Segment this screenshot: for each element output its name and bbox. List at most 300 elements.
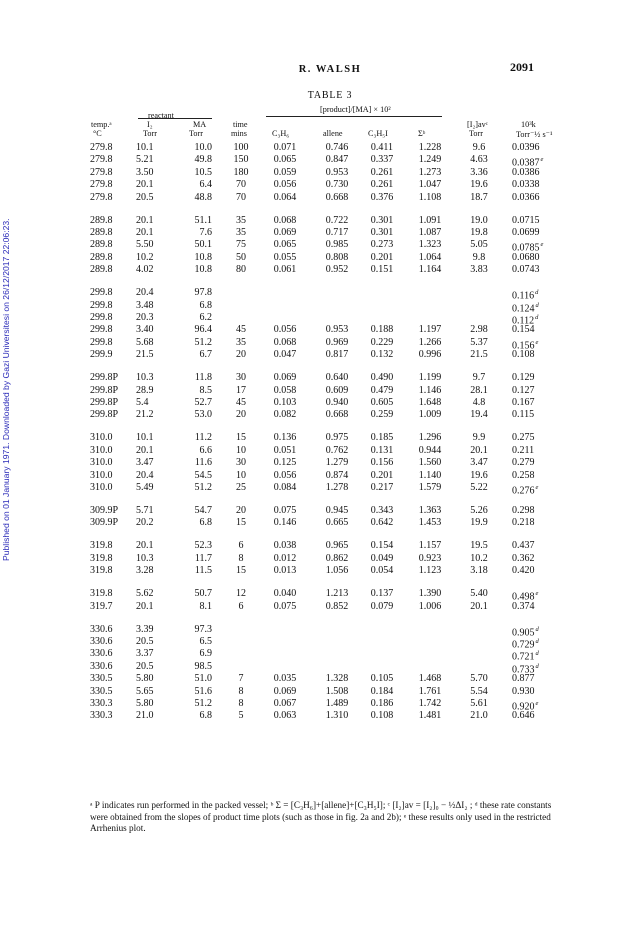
cell-c3h5i: 0.479 <box>370 384 394 396</box>
cell-k: 0.374 <box>512 600 535 612</box>
cell-c3h6: 0.064 <box>273 191 297 203</box>
cell-i2: 20.1 <box>136 600 154 612</box>
cell-i2av: 20.1 <box>470 444 488 456</box>
cell-allene: 0.817 <box>325 349 349 361</box>
cell-ma: 54.5 <box>194 469 212 481</box>
cell-c3h5i: 0.079 <box>370 600 394 612</box>
cell-sigma: 0.996 <box>418 349 442 361</box>
cell-i2: 20.5 <box>136 636 154 647</box>
col-k-unit: Torr⁻½ s⁻¹ <box>516 130 553 139</box>
cell-k: 0.218 <box>512 517 535 529</box>
footnote-mark: d <box>535 662 539 670</box>
cell-temp: 309.9P <box>90 505 119 516</box>
cell-time: 20 <box>236 505 246 516</box>
cell-temp: 330.5 <box>90 685 113 697</box>
cell-i2av: 28.1 <box>470 384 488 396</box>
cell-time: 25 <box>236 482 246 493</box>
cell-ma: 54.7 <box>194 505 212 516</box>
cell-i2: 20.1 <box>136 540 154 552</box>
cell-i2av: 3.83 <box>470 264 488 276</box>
cell-time: 20 <box>236 349 246 361</box>
cell-temp: 330.6 <box>90 660 113 672</box>
cell-c3h5i: 0.261 <box>370 166 394 178</box>
footnote-mark: e <box>535 338 539 346</box>
cell-ma: 6.4 <box>199 179 212 191</box>
cell-sigma: 1.742 <box>418 698 442 709</box>
cell-c3h6: 0.075 <box>273 600 297 612</box>
cell-c3h6: 0.059 <box>273 166 297 178</box>
cell-c3h6: 0.040 <box>273 588 297 600</box>
cell-i2av: 19.6 <box>470 469 488 481</box>
cell-i2: 3.40 <box>136 324 154 336</box>
cell-temp: 279.8 <box>90 191 113 203</box>
col-i2av-unit: Torr <box>469 129 483 138</box>
cell-ma: 11.7 <box>194 552 212 564</box>
cell-allene: 0.730 <box>325 179 349 191</box>
cell-time: 100 <box>233 142 249 153</box>
cell-allene: 0.952 <box>325 264 349 276</box>
cell-temp: 279.8 <box>90 154 113 166</box>
cell-i2: 3.48 <box>136 299 154 311</box>
cell-sigma: 1.164 <box>418 264 442 276</box>
cell-temp: 310.0 <box>90 432 113 444</box>
cell-temp: 289.8 <box>90 214 113 226</box>
cell-allene: 1.278 <box>325 482 349 493</box>
cell-c3h5i: 0.108 <box>370 710 394 722</box>
cell-ma: 7.6 <box>199 227 212 238</box>
cell-k: 0.156e <box>512 338 539 352</box>
cell-k: 0.905$^d$ <box>512 625 539 638</box>
cell-ma: 51.1 <box>194 214 212 226</box>
cell-temp: 330.6 <box>90 623 113 635</box>
download-notice: Published on 01 January 1971. Downloaded by Gazi Universitesi on 26/12/2017 22:06:23. <box>1 218 11 562</box>
cell-i2: 3.50 <box>136 166 154 178</box>
cell-k: 0.0743 <box>512 264 540 276</box>
cell-time: 15 <box>236 565 246 577</box>
cell-i2av: 9.9 <box>472 432 486 444</box>
cell-c3h5i: 0.105 <box>370 673 394 685</box>
cell-i2: 20.2 <box>136 517 154 529</box>
cell-c3h5i: 0.642 <box>370 517 394 529</box>
cell-c3h6: 0.061 <box>273 264 297 276</box>
cell-time: 20 <box>236 409 246 421</box>
cell-i2: 5.62 <box>136 588 154 600</box>
cell-time: 15 <box>236 517 246 529</box>
cell-sigma: 1.197 <box>418 324 442 336</box>
col-i2-name: I₂ <box>147 120 153 129</box>
cell-sigma: 1.481 <box>418 710 442 722</box>
cell-allene: 0.953 <box>325 324 349 336</box>
cell-i2: 5.4 <box>136 397 149 408</box>
cell-c3h6: 0.103 <box>273 397 297 408</box>
cell-ma: 6.9 <box>199 648 212 660</box>
cell-allene: 0.668 <box>325 409 349 421</box>
footnote-mark: e <box>535 484 539 491</box>
cell-k: 0.108 <box>512 349 535 361</box>
cell-ma: 10.5 <box>194 166 212 178</box>
cell-temp: 299.8P <box>90 372 119 384</box>
cell-sigma: 1.560 <box>418 457 442 469</box>
cell-k: 0.258 <box>512 469 535 481</box>
cell-c3h6: 0.065 <box>273 154 297 166</box>
cell-time: 7 <box>238 673 244 685</box>
col-c3h5i-name: C₃H₅I <box>368 129 388 138</box>
cell-i2av: 3.36 <box>470 166 488 178</box>
cell-ma: 51.0 <box>194 673 212 685</box>
cell-ma: 11.5 <box>194 565 212 577</box>
cell-c3h5i: 0.259 <box>370 409 394 421</box>
cell-i2av: 5.70 <box>470 673 488 685</box>
cell-allene: 0.847 <box>325 154 349 166</box>
cell-time: 180 <box>233 166 249 178</box>
cell-i2: 21.5 <box>136 349 154 361</box>
col-c3h6-name: C₃H₆ <box>272 129 290 138</box>
cell-sigma: 1.296 <box>418 432 442 444</box>
cell-c3h6: 0.012 <box>273 552 297 564</box>
cell-c3h6: 0.068 <box>273 214 297 226</box>
col-sigma-name: Σᵇ <box>418 129 426 138</box>
cell-time: 6 <box>238 540 244 552</box>
cell-c3h5i: 0.054 <box>370 565 394 577</box>
cell-k: 0.298 <box>512 505 535 516</box>
cell-i2: 5.68 <box>136 336 154 348</box>
cell-c3h6: 0.084 <box>273 482 297 493</box>
cell-temp: 289.8 <box>90 239 113 251</box>
cell-temp: 289.8 <box>90 227 113 238</box>
cell-c3h5i: 0.229 <box>370 336 394 348</box>
cell-c3h5i: 0.185 <box>370 432 394 444</box>
cell-allene: 0.762 <box>325 444 349 456</box>
cell-allene: 0.668 <box>325 191 349 203</box>
cell-ma: 6.8 <box>199 517 212 529</box>
cell-c3h5i: 0.217 <box>370 482 394 493</box>
cell-ma: 51.2 <box>194 698 212 709</box>
cell-ma: 51.2 <box>194 336 212 348</box>
cell-c3h6: 0.069 <box>273 372 297 384</box>
cell-c3h6: 0.136 <box>273 432 297 444</box>
cell-temp: 309.9P <box>90 517 119 529</box>
cell-k: 0.129 <box>512 372 535 384</box>
cell-allene: 0.985 <box>325 239 349 251</box>
cell-allene: 0.862 <box>325 552 349 564</box>
cell-sigma: 1.009 <box>418 409 442 421</box>
cell-ma: 48.8 <box>194 191 212 203</box>
cell-ma: 6.5 <box>199 636 212 647</box>
cell-allene: 1.279 <box>325 457 349 469</box>
cell-i2av: 3.18 <box>470 565 488 577</box>
cell-i2: 3.47 <box>136 457 154 469</box>
cell-k: 0.276e <box>512 484 539 497</box>
cell-allene: 0.852 <box>325 600 349 612</box>
cell-ma: 8.5 <box>199 384 212 396</box>
cell-i2: 20.5 <box>136 660 154 672</box>
cell-i2av: 21.5 <box>470 349 488 361</box>
cell-k: 0.116$^d$ <box>512 289 539 302</box>
cell-k: 0.167 <box>512 397 535 408</box>
cell-k: 0.127 <box>512 384 535 396</box>
cell-time: 35 <box>236 214 246 226</box>
cell-i2: 20.3 <box>136 312 154 323</box>
cell-allene: 1.213 <box>325 588 349 600</box>
cell-temp: 330.5 <box>90 673 113 685</box>
cell-c3h6: 0.067 <box>273 698 297 709</box>
cell-ma: 51.2 <box>194 482 212 493</box>
cell-k: 0.0715 <box>512 214 540 226</box>
cell-k: 0.154 <box>512 324 535 336</box>
cell-c3h5i: 0.301 <box>370 227 394 238</box>
cell-allene: 0.940 <box>325 397 349 408</box>
cell-temp: 279.8 <box>90 166 113 178</box>
cell-i2: 21.0 <box>136 710 154 722</box>
cell-k: 0.0396 <box>512 142 540 153</box>
cell-k: 0.0387e <box>512 156 544 169</box>
cell-sigma: 1.761 <box>418 685 442 697</box>
cell-time: 10 <box>236 469 246 481</box>
cell-i2: 21.2 <box>136 409 154 421</box>
col-k-name: 10³k <box>521 120 536 129</box>
cell-ma: 11.2 <box>194 432 212 444</box>
cell-temp: 330.6 <box>90 648 113 660</box>
cell-k: 0.721$^d$ <box>512 650 539 663</box>
cell-temp: 299.8 <box>90 287 113 299</box>
cell-ma: 53.0 <box>194 409 212 421</box>
cell-temp: 319.8 <box>90 588 113 600</box>
cell-i2: 4.02 <box>136 264 154 276</box>
cell-c3h5i: 0.137 <box>370 588 394 600</box>
cell-c3h5i: 0.201 <box>370 251 394 263</box>
col-i2av-name: [I₂]avᶜ <box>467 120 488 129</box>
cell-time: 8 <box>238 685 244 697</box>
cell-k: 0.279 <box>512 457 535 469</box>
cell-c3h5i: 0.411 <box>370 142 394 153</box>
cell-c3h6: 0.125 <box>273 457 297 469</box>
cell-temp: 299.8P <box>90 409 119 421</box>
cell-temp: 319.8 <box>90 552 113 564</box>
cell-c3h6: 0.068 <box>273 336 297 348</box>
cell-time: 5 <box>238 710 244 722</box>
cell-c3h5i: 0.301 <box>370 214 394 226</box>
cell-time: 35 <box>236 336 246 348</box>
running-header-author: R. WALSH <box>298 64 362 75</box>
cell-i2: 20.4 <box>136 469 154 481</box>
cell-c3h5i: 0.188 <box>370 324 394 336</box>
col-temp-unit: °C <box>93 129 102 138</box>
cell-ma: 6.2 <box>199 312 212 323</box>
cell-allene: 0.874 <box>325 469 349 481</box>
cell-temp: 279.8 <box>90 179 113 191</box>
cell-i2av: 19.5 <box>470 540 488 552</box>
cell-i2: 10.1 <box>136 142 154 153</box>
cell-ma: 11.8 <box>194 372 212 384</box>
col-time-unit: mins <box>231 129 247 138</box>
cell-sigma: 1.199 <box>418 372 442 384</box>
cell-allene: 0.975 <box>325 432 349 444</box>
cell-k: 0.877 <box>512 673 535 685</box>
cell-i2av: 9.7 <box>472 372 486 384</box>
cell-c3h5i: 0.154 <box>370 540 394 552</box>
cell-ma: 50.7 <box>194 588 212 600</box>
cell-i2: 5.50 <box>136 239 154 251</box>
cell-time: 70 <box>236 179 246 191</box>
cell-i2av: 19.4 <box>470 409 488 421</box>
cell-i2av: 19.6 <box>470 179 488 191</box>
cell-k: 0.124$^d$ <box>512 301 539 314</box>
cell-temp: 289.8 <box>90 264 113 276</box>
cell-i2: 10.2 <box>136 251 154 263</box>
cell-sigma: 1.249 <box>418 154 442 166</box>
cell-temp: 310.0 <box>90 482 113 493</box>
cell-c3h6: 0.065 <box>273 239 297 251</box>
cell-allene: 0.717 <box>325 227 349 238</box>
cell-ma: 98.5 <box>194 660 212 672</box>
cell-i2: 5.80 <box>136 673 154 685</box>
cell-allene: 1.310 <box>325 710 349 722</box>
cell-allene: 1.056 <box>325 565 349 577</box>
cell-k: 0.420 <box>512 565 535 577</box>
cell-allene: 0.722 <box>325 214 349 226</box>
cell-i2: 20.4 <box>136 287 154 299</box>
cell-i2: 20.1 <box>136 214 154 226</box>
cell-k: 0.729$^d$ <box>512 638 539 651</box>
cell-ma: 10.8 <box>194 251 212 263</box>
cell-ma: 50.1 <box>194 239 212 251</box>
cell-c3h5i: 0.605 <box>370 397 394 408</box>
cell-i2av: 10.2 <box>470 552 488 564</box>
cell-temp: 330.6 <box>90 636 113 647</box>
cell-i2av: 19.9 <box>470 517 488 529</box>
cell-time: 70 <box>236 191 246 203</box>
cell-i2: 10.3 <box>136 552 154 564</box>
cell-k: 0.0680 <box>512 251 540 263</box>
cell-i2: 20.1 <box>136 444 154 456</box>
cell-k: 0.920e <box>512 700 539 713</box>
cell-c3h5i: 0.151 <box>370 264 394 276</box>
cell-ma: 6.8 <box>199 710 212 722</box>
cell-time: 50 <box>236 251 246 263</box>
cell-c3h5i: 0.049 <box>370 552 394 564</box>
cell-time: 15 <box>236 432 246 444</box>
cell-c3h6: 0.146 <box>273 517 297 529</box>
cell-i2: 3.28 <box>136 565 154 577</box>
cell-k: 0.115 <box>512 409 535 421</box>
footnote-mark: d <box>535 650 539 658</box>
col-i2-unit: Torr <box>143 129 157 138</box>
cell-i2: 5.71 <box>136 505 154 516</box>
cell-allene: 0.808 <box>325 251 349 263</box>
col-temp-name: temp.ᵃ <box>91 120 112 129</box>
cell-k: 0.930 <box>512 685 535 697</box>
cell-time: 8 <box>238 552 244 564</box>
cell-sigma: 1.146 <box>418 384 442 396</box>
cell-i2av: 2.98 <box>470 324 488 336</box>
cell-sigma: 1.648 <box>418 397 442 408</box>
cell-c3h6: 0.056 <box>273 469 297 481</box>
cell-i2av: 5.26 <box>470 505 488 516</box>
cell-ma: 97.8 <box>194 287 212 299</box>
cell-temp: 330.3 <box>90 698 113 709</box>
table-footnote: ᵃ P indicates run performed in the packed vessel; ᵇ Σ = [C₃H₆]+[allene]+[C₃H₅I]; ᶜ [I₂]av = [I₂]₀ − ½ΔI₂ ; ᵈ these rate constants were obtained from the slopes of product time plots (such as those in fig. 2a and 2b); ᵉ these results only used in the restricted Arrhenius plot. <box>90 800 552 833</box>
cell-sigma: 1.064 <box>418 251 442 263</box>
cell-time: 45 <box>236 324 246 336</box>
cell-i2av: 5.40 <box>470 588 488 600</box>
footnote-mark: d <box>535 289 539 297</box>
cell-time: 30 <box>236 372 246 384</box>
cell-allene: 0.640 <box>325 372 349 384</box>
cell-k: 0.733$^d$ <box>512 662 539 676</box>
cell-temp: 279.8 <box>90 142 113 153</box>
cell-i2av: 19.0 <box>470 214 488 226</box>
cell-sigma: 1.390 <box>418 588 442 600</box>
cell-allene: 0.746 <box>325 142 349 153</box>
footnote-mark: e <box>540 241 544 249</box>
reactant-group-header: reactant <box>148 111 174 120</box>
cell-k: 0.112$^d$ <box>512 314 539 327</box>
cell-time: 6 <box>238 600 244 612</box>
cell-c3h6: 0.035 <box>273 673 297 685</box>
cell-c3h6: 0.071 <box>273 142 297 153</box>
cell-k: 0.498e <box>512 590 539 603</box>
cell-time: 75 <box>236 239 246 251</box>
cell-sigma: 1.453 <box>418 517 442 529</box>
cell-k: 0.0338 <box>512 179 540 191</box>
cell-time: 8 <box>238 698 244 709</box>
cell-allene: 0.969 <box>325 336 349 348</box>
cell-k: 0.0785e <box>512 241 544 254</box>
cell-i2av: 5.54 <box>470 685 488 697</box>
cell-allene: 0.665 <box>325 517 349 529</box>
cell-time: 80 <box>236 264 246 276</box>
cell-ma: 11.6 <box>194 457 212 469</box>
cell-c3h6: 0.055 <box>273 251 297 263</box>
cell-sigma: 1.087 <box>418 227 442 238</box>
cell-c3h5i: 0.376 <box>370 191 394 203</box>
cell-sigma: 1.468 <box>418 673 442 685</box>
cell-i2av: 9.8 <box>472 251 486 263</box>
cell-allene: 0.953 <box>325 166 349 178</box>
cell-c3h5i: 0.201 <box>370 469 394 481</box>
cell-c3h6: 0.058 <box>273 384 297 396</box>
footnote-mark: d <box>535 301 539 309</box>
cell-ma: 52.7 <box>194 397 212 408</box>
cell-c3h6: 0.038 <box>273 540 297 552</box>
cell-i2: 3.37 <box>136 648 154 660</box>
cell-c3h6: 0.069 <box>273 227 297 238</box>
cell-temp: 299.8 <box>90 312 113 323</box>
cell-temp: 310.0 <box>90 457 113 469</box>
cell-i2: 10.1 <box>136 432 154 444</box>
cell-i2: 3.39 <box>136 623 154 635</box>
cell-i2: 20.5 <box>136 191 154 203</box>
cell-ma: 52.3 <box>194 540 212 552</box>
cell-i2av: 3.47 <box>470 457 488 469</box>
footnote-mark: e <box>540 156 544 164</box>
cell-k: 0.211 <box>512 444 535 456</box>
cell-temp: 299.8 <box>90 299 113 311</box>
footnote-mark: e <box>535 590 539 598</box>
cell-sigma: 1.006 <box>418 600 442 612</box>
cell-ma: 97.3 <box>194 623 212 635</box>
cell-temp: 299.8P <box>90 397 119 408</box>
cell-k: 0.0366 <box>512 191 540 203</box>
cell-c3h6: 0.051 <box>273 444 297 456</box>
cell-i2: 5.21 <box>136 154 154 166</box>
cell-ma: 10.0 <box>194 142 212 153</box>
cell-sigma: 1.363 <box>418 505 442 516</box>
cell-ma: 8.1 <box>199 600 212 612</box>
cell-k: 0.0386 <box>512 166 540 178</box>
cell-i2av: 5.37 <box>470 336 488 348</box>
cell-i2: 5.49 <box>136 482 154 493</box>
